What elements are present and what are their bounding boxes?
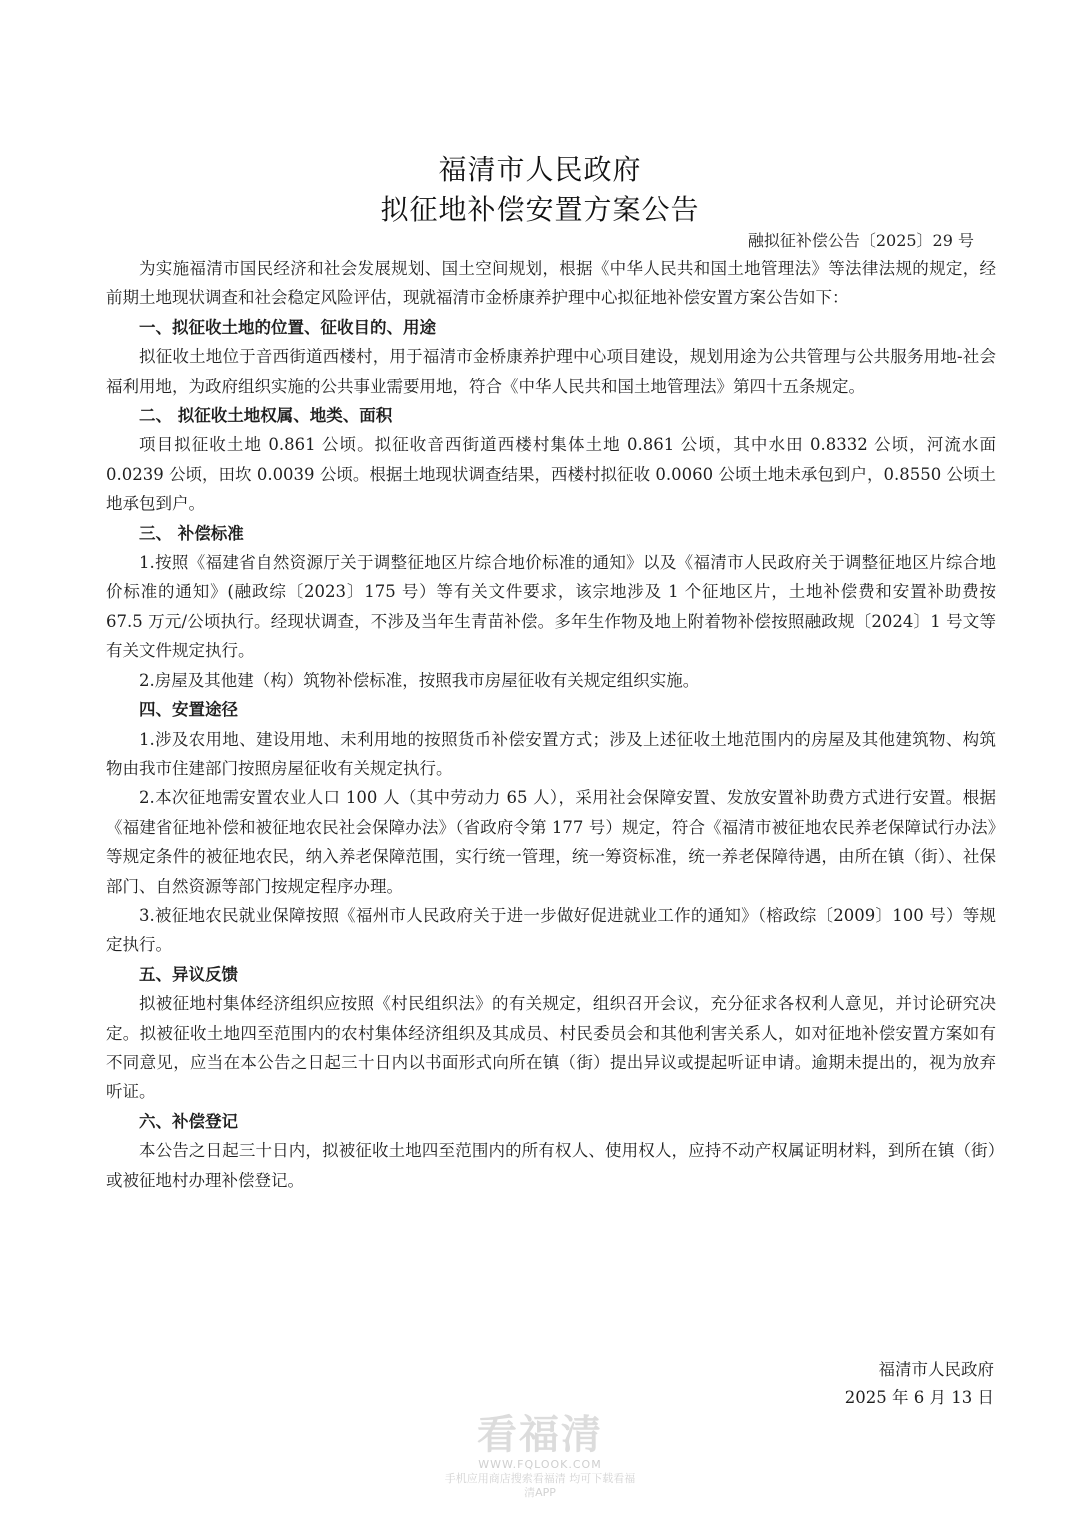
signature-date: 2025 年 6 月 13 日: [844, 1388, 994, 1407]
section-1-paragraph: 拟征收土地位于音西街道西楼村，用于福清市金桥康养护理中心项目建设，规划用途为公共管理与公共服务用地-社会福利用地，为政府组织实施的公共事业需要用地，符合《中华人民共和国土地管理法》第四十五条规定。: [106, 347, 996, 396]
section-6-paragraph: 本公告之日起三十日内，拟被征收土地四至范围内的所有权人、使用权人，应持不动产权属证明材料，到所在镇（街）或被征地村办理补偿登记。: [106, 1141, 996, 1190]
watermark-logo: 看福清: [477, 1412, 603, 1458]
watermark-tip: 手机应用商店搜索看福清 均可下载看福清APP: [444, 1472, 636, 1499]
section-heading-6: 六、补偿登记: [139, 1111, 238, 1131]
section-4-paragraph-1: 1.涉及农用地、建设用地、未利用地的按照货币补偿安置方式；涉及上述征收土地范围内的房屋及其他建筑物、构筑物由我市住建部门按照房屋征收有关规定执行。: [106, 729, 996, 778]
title-line-1: 福清市人民政府: [438, 153, 642, 186]
watermark: [440, 1412, 640, 1500]
section-heading-2: 二、 拟征收土地权属、地类、面积: [139, 406, 393, 426]
title-line-2: 拟征地补偿安置方案公告: [380, 193, 700, 226]
signature-organization: 福清市人民政府: [878, 1360, 994, 1379]
notice-body: [106, 254, 996, 1195]
intro-paragraph: 为实施福清市国民经济和社会发展规划、国土空间规划，根据《中华人民共和国土地管理法》等法律法规的规定，经前期土地现状调查和社会稳定风险评估，现就福清市金桥康养护理中心拟征地补偿安置方案公告如下：: [106, 259, 996, 308]
section-heading-5: 五、异议反馈: [139, 964, 238, 984]
section-4-paragraph-2: 2.本次征地需安置农业人口 100 人（其中劳动力 65 人），采用社会保障安置、发放安置补助费方式进行安置。根据《福建省征地补偿和被征地农民社会保障办法》（省政府令第 177 号）规定，符合《福清市被征地农民养老保障试行办法》等规定条件的被征地农民，纳入养老保障范围，实行统一管理，统一筹资标准，统一养老保障待遇，由所在镇（街）、社保部门、自然资源等部门按规定程序办理。: [106, 788, 996, 896]
section-3-paragraph-1: 1.按照《福建省自然资源厅关于调整征地区片综合地价标准的通知》以及《福清市人民政府关于调整征地区片综合地价标准的通知》(融政综〔2023〕175 号）等有关文件要求，该宗地涉及 1 个征地区片，土地补偿费和安置补助费按 67.5 万元/公顷执行。经现状调查，不涉及当年生青苗补偿。多年生作物及地上附着物补偿按照融政规〔2024〕1 号文等有关文件规定执行。: [106, 553, 996, 661]
document-number: 融拟征补偿公告〔2025〕29 号: [747, 231, 974, 250]
section-3-paragraph-2: 2.房屋及其他建（构）筑物补偿标准，按照我市房屋征收有关规定组织实施。: [139, 670, 700, 690]
section-heading-4: 四、安置途径: [139, 700, 238, 720]
section-5-paragraph: 拟被征地村集体经济组织应按照《村民组织法》的有关规定，组织召开会议，充分征求各权利人意见，并讨论研究决定。拟被征收土地四至范围内的农村集体经济组织及其成员、村民委员会和其他利害关系人，如对征地补偿安置方案如有不同意见，应当在本公告之日起三十日内以书面形式向所在镇（街）提出异议或提起听证申请。逾期未提出的，视为放弃听证。: [106, 994, 996, 1102]
watermark-url: WWW.FQLOOK.COM: [478, 1458, 602, 1471]
section-heading-3: 三、 补偿标准: [139, 523, 244, 543]
section-heading-1: 一、拟征收土地的位置、征收目的、用途: [139, 317, 436, 337]
section-2-paragraph: 项目拟征收土地 0.861 公顷。拟征收音西街道西楼村集体土地 0.861 公顷，其中水田 0.8332 公顷，河流水面 0.0239 公顷，田坎 0.0039 公顷。根据土地现状调查结果，西楼村拟征收 0.0060 公顷土地未承包到户，0.8550 公顷土地承包到户。: [106, 435, 996, 514]
section-4-paragraph-3: 3.被征地农民就业保障按照《福州市人民政府关于进一步做好促进就业工作的通知》（榕政综〔2009〕100 号）等规定执行。: [106, 905, 996, 955]
